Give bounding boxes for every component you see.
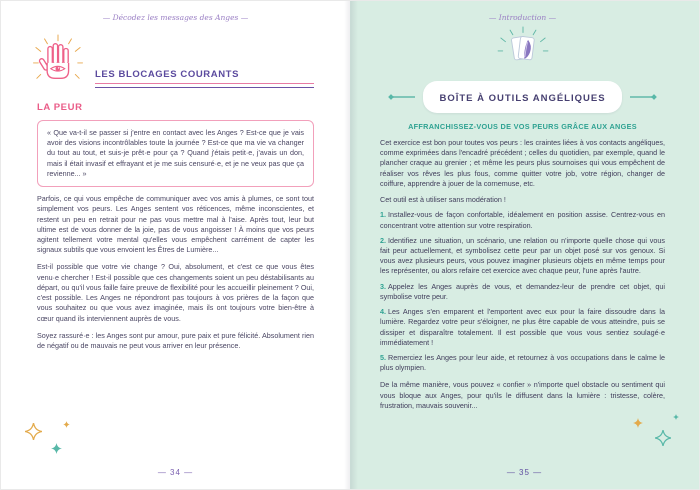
sparkle-icon	[655, 430, 671, 451]
title-underline	[95, 83, 314, 89]
book-spine	[344, 1, 358, 489]
paragraph: Parfois, ce qui vous empêche de communiquer avec vos amis à plumes, ce sont tout simplement vos peurs. Les Anges sentent vos réticences, même inconscientes, et restent un peu en retrait pour ne pas vous mettre mal à l'aise. Après tout, leur but ultime est de vous donner de la joie, pas de vous angoisser ! À moins que vos peurs agitent tellement votre mental qu'elles vous empêchent carrément de capter les signaux subtils que vous envoient les Êtres de Lumière...	[37, 194, 315, 255]
step-text: Identifiez une situation, un scénario, une relation ou n'importe quelle chose qui vous fait peur actuellement, et symbolisez cette peur par un objet posé sur vos genoux. Si vous avez plusieurs peurs, vous pouvez imaginer plusieurs objets en même temps pour les représenter, ou alors refaire cet exercice avec chaque peur, l'une après l'autre.	[380, 235, 665, 276]
paragraph: Est-il possible que votre vie change ? Oui, absolument, et c'est ce que vous êtes venu·e chercher ! Est-il possible que ces changements soient un peu déstabilisants au départ, ou qu'il vous faille faire preuve de flexibilité pour les accueillir pleinement ? Oui, c'est possible. Les Anges ne répondront pas toujours à vos prières de la façon que vous souhaitez ou que vous avez imaginée, mais ils ont toujours votre bien-être à cœur quand ils interviennent auprès de vous.	[37, 262, 315, 323]
running-head-right: — Introduction —	[488, 13, 557, 22]
sparkle-icon	[633, 415, 643, 433]
subsection-title: LA PEUR	[37, 102, 83, 113]
step-text: Remerciez les Anges pour leur aide, et retournez à vos occupations dans le calme le plus olympien.	[380, 352, 665, 373]
step-number: 2.	[380, 235, 387, 245]
step-number: 1.	[380, 210, 387, 220]
toolbox-title-box	[423, 81, 621, 113]
note-line: Cet outil est à utiliser sans modération !	[380, 195, 506, 205]
step-number: 5.	[380, 352, 387, 362]
sparkle-icon	[673, 407, 679, 425]
step-number: 4.	[380, 307, 387, 317]
page-number-right: — 35 —	[506, 468, 543, 477]
toolbox-title: BOÎTE À OUTILS ANGÉLIQUES	[439, 93, 606, 104]
page-right	[350, 1, 699, 490]
feather-cards-icon	[380, 26, 665, 79]
running-head-left: — Décodez les messages des Anges —	[102, 13, 249, 22]
step-number: 3.	[380, 281, 387, 291]
toolbox-title-row	[380, 81, 665, 113]
sparkle-icon	[25, 423, 42, 445]
step-text: Les Anges s'en emparent et l'emportent avec eux pour la faire dissoudre dans la lumière. Regardez votre peur s'éloigner, ne plus être capable de vous atteindre, puis se dissiper et disparaître totalement. Il est possible que vous vous sentiez soulagé·e immédiatement !	[380, 307, 665, 347]
sparkle-icon	[51, 441, 62, 459]
outro-paragraph: De la même manière, vous pouvez « confier » n'importe quel obstacle ou sentiment qui vous bloque aux Anges, pour qu'ils le diffusent dans la lumière : tristesse, colère, frustration, mauvais souvenir...	[380, 380, 665, 410]
step-item	[380, 353, 665, 373]
step-item	[380, 307, 665, 348]
section-title: LES BLOCAGES COURANTS	[95, 69, 240, 80]
quote-text: « Que va-t-il se passer si j'entre en contact avec les Anges ? Est-ce que je vais avoir des visions incontrôlables toute la journée ? Est-ce que ma vie va changer du tout au tout, et suis-je prêt·e pour ça ? Quand j'étais petit·e, j'avais un don, mais il était invasif et effrayant et je me suis censuré·e, et je ne veux pas que ça revienne... »	[47, 128, 305, 178]
quote-box	[37, 120, 314, 187]
intro-paragraph: Cet exercice est bon pour toutes vos peurs : les craintes liées à vos contacts angéliques, comme exprimées dans l'encadré précédent ; celles du quotidien, par exemple, quand le plancher craque au grenier ; et même les peurs plus sournoises qui vous empêchent de réaliser vos rêves les plus fous, comme quitter votre job, votre région, changer de coiffure, apprendre à jouer de la cornemuse, etc.	[380, 138, 665, 188]
hand-with-eye-icon	[33, 34, 85, 93]
page-number-left: — 34 —	[157, 468, 194, 477]
exercise-subtitle: AFFRANCHISSEZ-VOUS DE VOS PEURS GRÂCE AUX ANGES	[408, 122, 637, 131]
step-item	[380, 210, 665, 230]
right-ornament	[630, 96, 652, 97]
page-left	[1, 1, 350, 490]
section-title-wrap	[85, 69, 314, 93]
section-title-row	[37, 34, 314, 93]
left-ornament	[393, 96, 415, 97]
paragraph: Soyez rassuré·e : les Anges sont pur amour, pure paix et pure félicité. Absolument rien de négatif ou de mauvais ne peut vous arriver en leur présence.	[37, 330, 315, 350]
step-item	[380, 282, 665, 302]
step-text: Appelez les Anges auprès de vous, et demandez-leur de prendre cet objet, qui symbolise votre peur.	[380, 281, 665, 301]
step-item	[380, 236, 665, 277]
sparkle-icon	[63, 415, 70, 433]
step-text: Installez-vous de façon confortable, idéalement en position assise. Centrez-vous en concentrant votre attention sur votre respiration.	[380, 210, 665, 230]
